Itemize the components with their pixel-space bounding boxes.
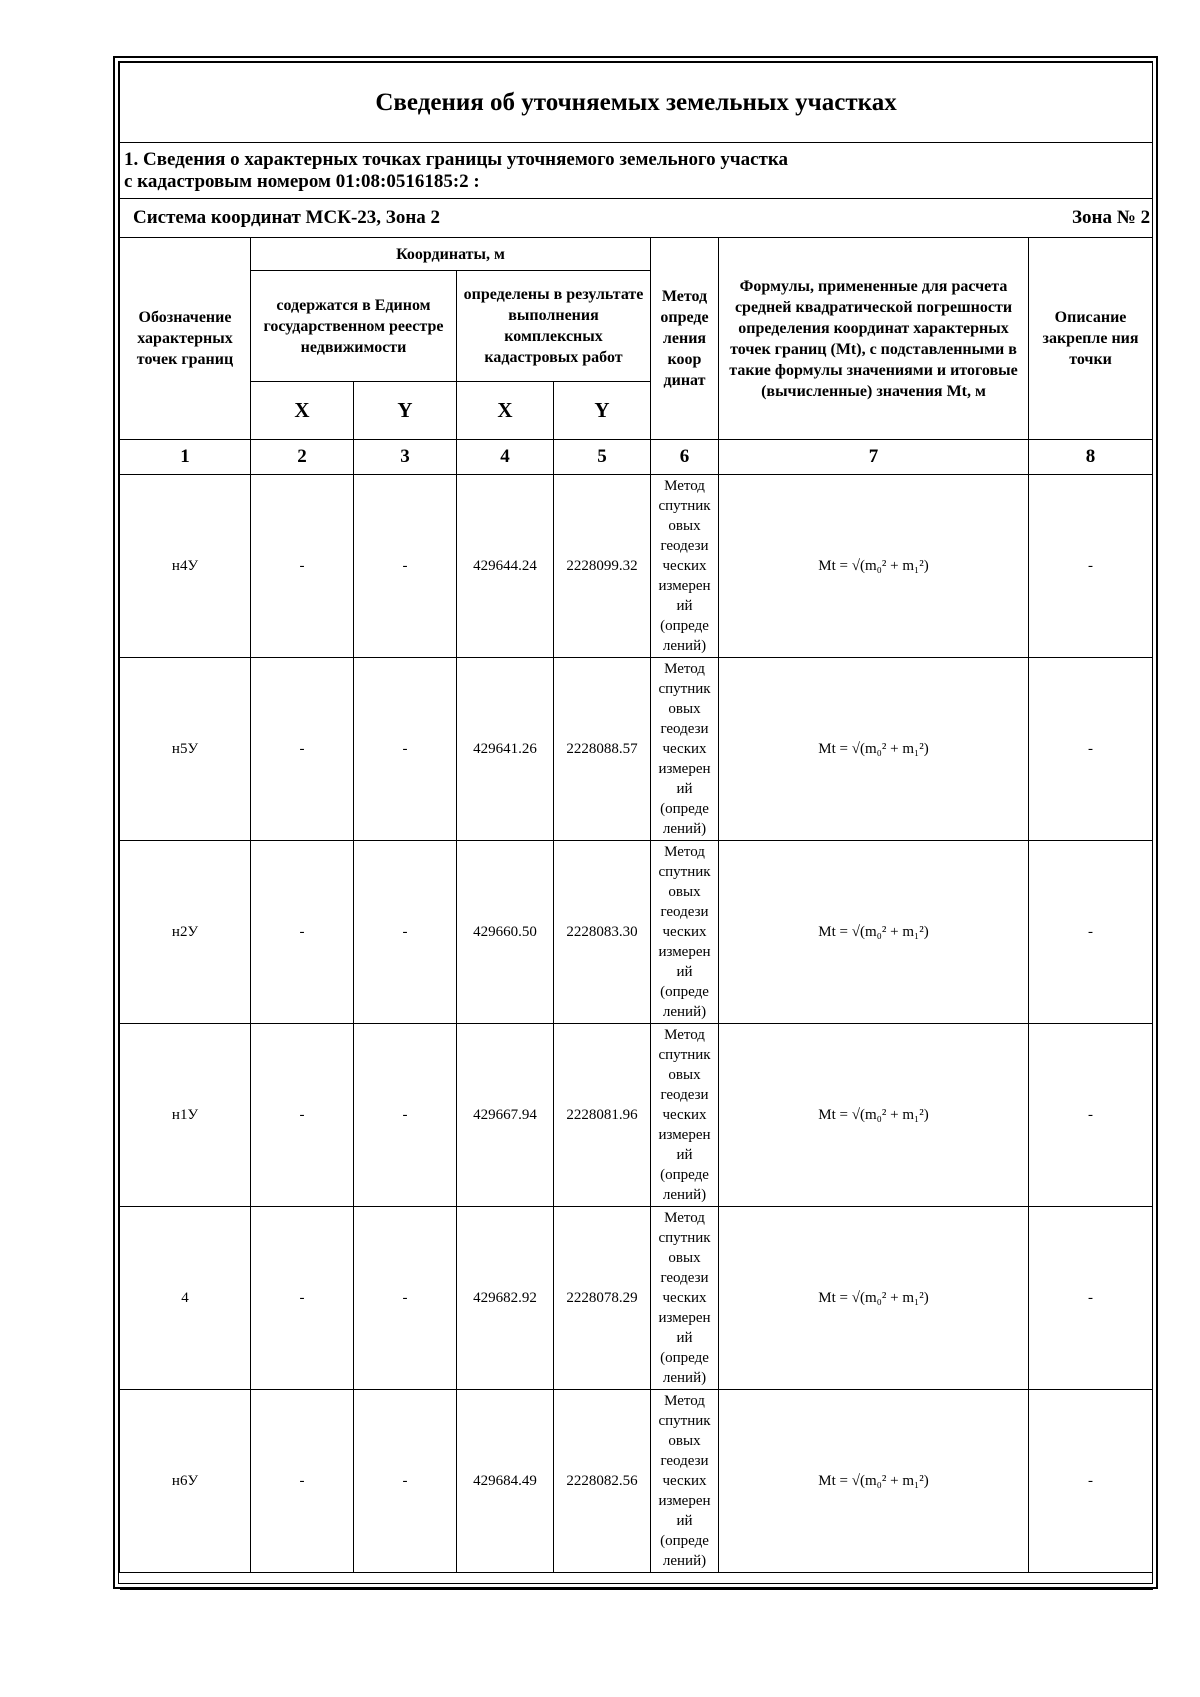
column-number: 6 bbox=[651, 440, 719, 475]
cell-method: Метод спутник овых геодези ческих измерен ий (опреде лений) bbox=[651, 475, 719, 658]
cell-y: 2228081.96 bbox=[554, 1024, 651, 1207]
cell-description: - bbox=[1029, 475, 1153, 658]
cell-registry-x: - bbox=[251, 475, 354, 658]
cell-x: 429644.24 bbox=[457, 475, 554, 658]
zone-label: Зона № 2 bbox=[1072, 207, 1151, 228]
table-end-row bbox=[120, 1573, 1153, 1590]
document-title: Сведения об уточняемых земельных участках bbox=[120, 63, 1153, 143]
cell-registry-x: - bbox=[251, 658, 354, 841]
coordinate-system-row bbox=[120, 199, 1153, 238]
cell-registry-y: - bbox=[354, 841, 457, 1024]
cell-point: н4У bbox=[120, 475, 251, 658]
header-method: Метод опреде ления коор динат bbox=[651, 238, 719, 440]
cell-description: - bbox=[1029, 1024, 1153, 1207]
cell-x: 429667.94 bbox=[457, 1024, 554, 1207]
column-number: 8 bbox=[1029, 440, 1153, 475]
cell-y: 2228088.57 bbox=[554, 658, 651, 841]
header-registry-y: Y bbox=[354, 382, 457, 440]
cell-registry-x: - bbox=[251, 1390, 354, 1573]
column-number: 7 bbox=[719, 440, 1029, 475]
cell-method: Метод спутник овых геодези ческих измерен ий (опреде лений) bbox=[651, 841, 719, 1024]
cell-y: 2228082.56 bbox=[554, 1390, 651, 1573]
column-number: 2 bbox=[251, 440, 354, 475]
cell-point: н6У bbox=[120, 1390, 251, 1573]
cell-point: н1У bbox=[120, 1024, 251, 1207]
cell-formula: Mt = √(m₀² + m₁²) bbox=[719, 841, 1029, 1024]
column-number: 5 bbox=[554, 440, 651, 475]
table-row bbox=[120, 1207, 1153, 1390]
cell-registry-y: - bbox=[354, 1207, 457, 1390]
cell-registry-y: - bbox=[354, 475, 457, 658]
cell-y: 2228083.30 bbox=[554, 841, 651, 1024]
coordinate-system-label: Система координат МСК-23, Зона 2 bbox=[133, 207, 441, 228]
cell-formula: Mt = √(m₀² + m₁²) bbox=[719, 1390, 1029, 1573]
table-row bbox=[120, 658, 1153, 841]
cell-x: 429684.49 bbox=[457, 1390, 554, 1573]
column-number: 4 bbox=[457, 440, 554, 475]
header-determined: определены в результате выполнения комплексных кадастровых работ bbox=[457, 271, 651, 382]
cell-point: н2У bbox=[120, 841, 251, 1024]
cell-x: 429641.26 bbox=[457, 658, 554, 841]
cell-registry-x: - bbox=[251, 1207, 354, 1390]
header-determined-x: X bbox=[457, 382, 554, 440]
cell-method: Метод спутник овых геодези ческих измерен ий (опреде лений) bbox=[651, 658, 719, 841]
header-description: Описание закрепле ния точки bbox=[1029, 238, 1153, 440]
header-in-registry: содержатся в Едином государственном реестре недвижимости bbox=[251, 271, 457, 382]
cell-registry-x: - bbox=[251, 1024, 354, 1207]
table-row bbox=[120, 1024, 1153, 1207]
cell-x: 429660.50 bbox=[457, 841, 554, 1024]
header-formulas: Формулы, примененные для расчета средней квадратической погрешности определения координат характерных точек границ (Mt), с подставленными в такие формулы значениями и итоговые (вычисленные) значения Mt, м bbox=[719, 238, 1029, 440]
cell-point: 4 bbox=[120, 1207, 251, 1390]
table-end-spacer bbox=[120, 1573, 1153, 1590]
section-heading-line1: 1. Сведения о характерных точках границы уточняемого земельного участка bbox=[124, 148, 789, 170]
header-coordinates: Координаты, м bbox=[251, 238, 651, 271]
cell-point: н5У bbox=[120, 658, 251, 841]
table-row bbox=[120, 1390, 1153, 1573]
header-registry-x: X bbox=[251, 382, 354, 440]
cell-registry-x: - bbox=[251, 841, 354, 1024]
cell-y: 2228099.32 bbox=[554, 475, 651, 658]
document-sheet bbox=[113, 56, 1158, 1589]
cell-method: Метод спутник овых геодези ческих измерен ий (опреде лений) bbox=[651, 1390, 719, 1573]
cell-registry-y: - bbox=[354, 658, 457, 841]
cell-description: - bbox=[1029, 1390, 1153, 1573]
cell-description: - bbox=[1029, 658, 1153, 841]
cell-method: Метод спутник овых геодези ческих измерен ий (опреде лений) bbox=[651, 1024, 719, 1207]
cell-registry-y: - bbox=[354, 1390, 457, 1573]
column-number: 1 bbox=[120, 440, 251, 475]
header-determined-y: Y bbox=[554, 382, 651, 440]
section-heading-line2: с кадастровым номером 01:08:0516185:2 : bbox=[124, 170, 480, 192]
cell-formula: Mt = √(m₀² + m₁²) bbox=[719, 1024, 1029, 1207]
parcel-points-table bbox=[119, 62, 1153, 1590]
table-row bbox=[120, 475, 1153, 658]
cell-y: 2228078.29 bbox=[554, 1207, 651, 1390]
cell-x: 429682.92 bbox=[457, 1207, 554, 1390]
header-point-designation: Обозначение характерных точек границ bbox=[120, 238, 251, 440]
cell-description: - bbox=[1029, 1207, 1153, 1390]
cell-formula: Mt = √(m₀² + m₁²) bbox=[719, 475, 1029, 658]
cell-method: Метод спутник овых геодези ческих измерен ий (опреде лений) bbox=[651, 1207, 719, 1390]
section-heading bbox=[120, 143, 1153, 199]
cell-formula: Mt = √(m₀² + m₁²) bbox=[719, 658, 1029, 841]
cell-formula: Mt = √(m₀² + m₁²) bbox=[719, 1207, 1029, 1390]
cell-registry-y: - bbox=[354, 1024, 457, 1207]
cell-description: - bbox=[1029, 841, 1153, 1024]
table-row bbox=[120, 841, 1153, 1024]
column-number: 3 bbox=[354, 440, 457, 475]
